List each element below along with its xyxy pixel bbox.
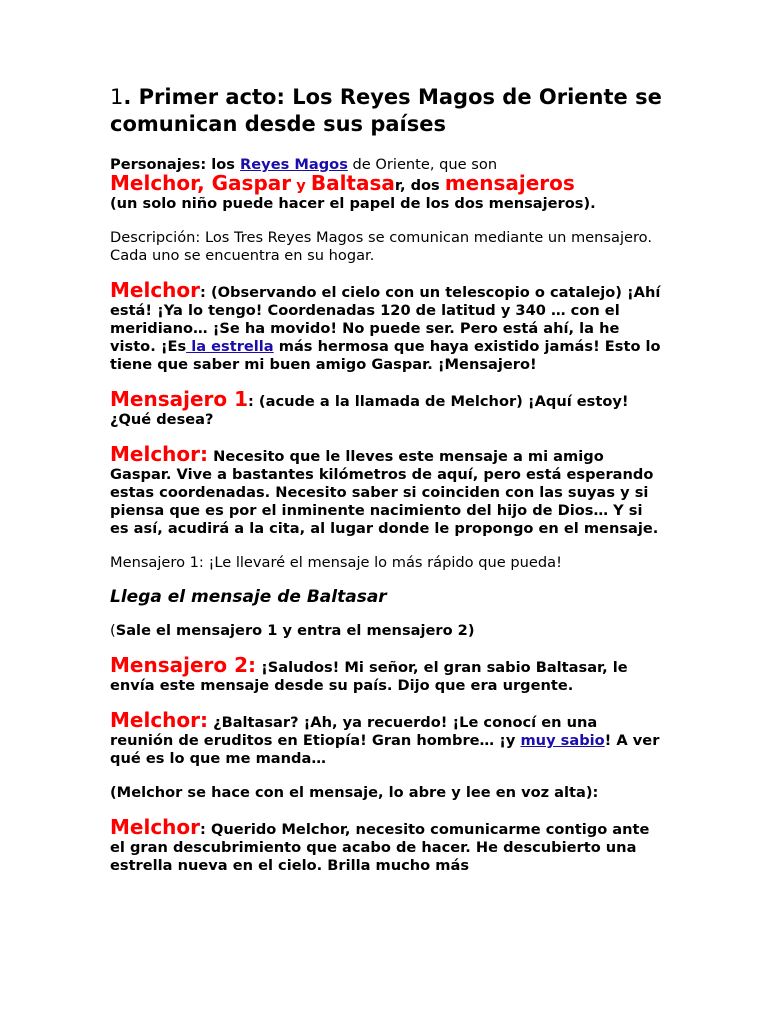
dialogue-line-6 (110, 708, 662, 768)
personajes-r-dos: r, dos (394, 177, 445, 194)
speaker-name: Melchor (110, 278, 201, 302)
speaker-name: Mensajero 1 (110, 387, 249, 411)
speaker-name: Melchor: (110, 442, 209, 466)
dialogue-text: : (acude a la llamada de Melchor) ¡Aquí estoy! ¿Qué desea? (110, 393, 629, 428)
stage-text: Sale el mensajero 1 y entra el mensajero 2) (115, 622, 475, 639)
personajes-lead: Personajes: los (110, 156, 241, 173)
reyes-magos-link[interactable]: Reyes Magos (240, 156, 348, 173)
personajes-note: (un solo niño puede hacer el papel de los dos mensajeros). (110, 195, 596, 212)
dialogue-line-7 (110, 815, 662, 875)
descripcion-paragraph: Descripción: Los Tres Reyes Magos se comunican mediante un mensajero. Cada uno se encuentra en su hogar. (110, 229, 652, 264)
conjunction-y: y (291, 177, 311, 194)
speaker-name: Melchor (110, 815, 201, 839)
dialogue-line-4: Mensajero 1: ¡Le llevaré el mensaje lo más rápido que pueda! (110, 554, 562, 571)
dialogue-line-2 (110, 387, 662, 429)
la-estrella-link[interactable]: la estrella (186, 338, 274, 355)
muy-sabio-link[interactable]: muy sabio (520, 732, 605, 749)
speaker-baltasa: Baltasa (310, 171, 395, 195)
dialogue-line-1 (110, 278, 662, 374)
title-number: 1 (110, 85, 124, 109)
stage-direction-2: (Melchor se hace con el mensaje, lo abre y lee en voz alta): (110, 784, 599, 801)
document-body (110, 84, 662, 875)
dialogue-text: Necesito que le lleves este mensaje a mi amigo Gaspar. Vive a bastantes kilómetros de aquí, pero está esperando estas coordenadas. Necesito saber si coinciden con las suyas y si piensa que es por el inminente nacimiento del hijo de Dios… Y si es así, acudirá a la cita, al lugar donde le propongo en el mensaje. (110, 448, 659, 537)
speaker-melchor-gaspar: Melchor, Gaspar (110, 171, 292, 195)
dialogue-text: ¡Saludos! Mi señor, el gran sabio Baltasar, le envía este mensaje desde su país. Dijo que era urgente. (110, 659, 628, 694)
speaker-name: Melchor: (110, 708, 209, 732)
speaker-mensajeros: mensajeros (444, 171, 575, 195)
dialogue-line-3 (110, 442, 662, 538)
personajes-after-link: de Oriente, que son (347, 156, 498, 173)
dialogue-text: : (Observando el cielo con un telescopio o catalejo) ¡Ahí está! ¡Ya lo tengo! Coordenadas 120 de latitud y 340 … con el meridiano… ¡Se ha movido! No puede ser. Pero está ahí, la he visto. ¡Es (110, 284, 661, 355)
personajes-paragraph (110, 156, 662, 213)
stage-open-paren: ( (110, 622, 116, 639)
dialogue-text-cont: ! A ver qué es lo que me manda… (110, 732, 660, 767)
title-text: . Primer acto: Los Reyes Magos de Oriente se comunican desde sus países (110, 85, 662, 136)
dialogue-text: : Querido Melchor, necesito comunicarme contigo ante el gran descubrimiento que acabo de hacer. He descubierto una estrella nueva en el cielo. Brilla mucho más (110, 821, 650, 874)
dialogue-text: ¿Baltasar? ¡Ah, ya recuerdo! ¡Le conocí en una reunión de eruditos en Etiopía! Gran hombre… ¡y (110, 714, 598, 749)
section-subheading: Llega el mensaje de Baltasar (110, 587, 387, 607)
stage-direction-1 (110, 622, 662, 640)
dialogue-text-cont: más hermosa que haya existido jamás! Esto lo tiene que saber mi buen amigo Gaspar. ¡Mensajero! (110, 338, 661, 373)
speaker-name: Mensajero 2: (110, 653, 257, 677)
page-title (110, 84, 662, 138)
dialogue-line-5 (110, 653, 662, 695)
